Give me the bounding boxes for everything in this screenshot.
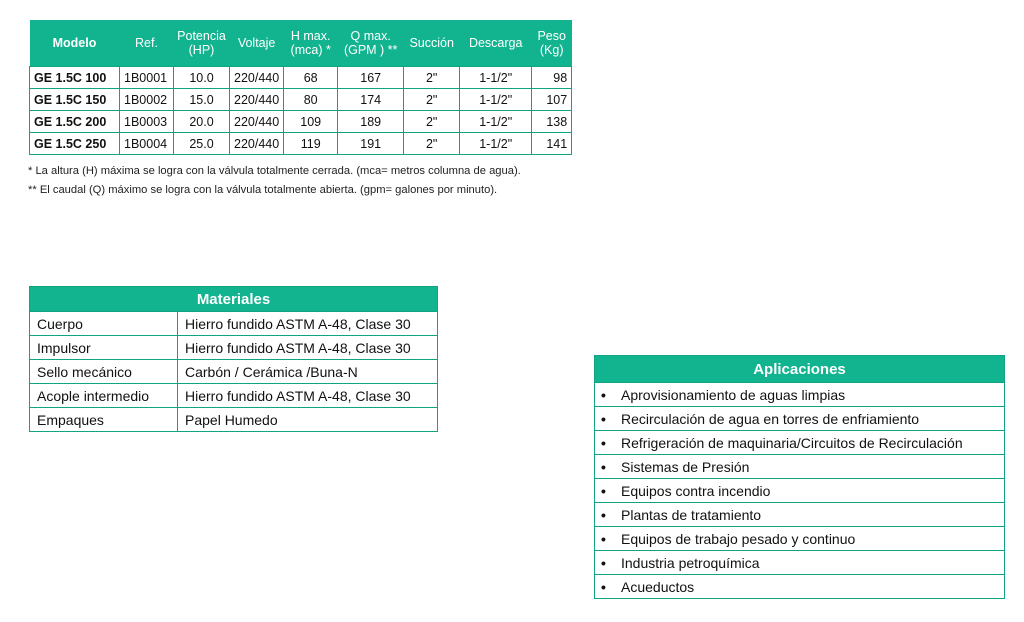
- col-header-peso: Peso (Kg): [532, 20, 572, 67]
- bullet-icon: •: [601, 410, 606, 427]
- cell-descarga: 1-1/2": [460, 111, 532, 133]
- application-label: Acueductos: [621, 578, 695, 595]
- material-value: Carbón / Cerámica /Buna-N: [178, 360, 438, 384]
- col-header-voltaje: Voltaje: [230, 20, 284, 67]
- application-item: [595, 575, 1005, 599]
- bullet-icon: •: [601, 458, 606, 475]
- cell-q-max: 167: [338, 67, 404, 89]
- application-item: [595, 479, 1005, 503]
- material-value: Papel Humedo: [178, 408, 438, 432]
- bullet-icon: •: [601, 434, 606, 451]
- material-part: Sello mecánico: [30, 360, 178, 384]
- cell-modelo: GE 1.5C 200: [30, 111, 120, 133]
- cell-peso: 138: [532, 111, 572, 133]
- materials-table: [29, 286, 438, 432]
- cell-descarga: 1-1/2": [460, 133, 532, 155]
- cell-descarga: 1-1/2": [460, 67, 532, 89]
- note-q-max: ** El caudal (Q) máximo se logra con la válvula totalmente abierta. (gpm= galones por minuto).: [28, 184, 498, 196]
- application-label: Plantas de tratamiento: [621, 506, 762, 523]
- application-item: [595, 503, 1005, 527]
- applications-row: [595, 407, 1005, 431]
- applications-row: [595, 455, 1005, 479]
- specs-row: [30, 67, 572, 89]
- cell-potencia: 25.0: [174, 133, 230, 155]
- applications-row: [595, 431, 1005, 455]
- material-part: Empaques: [30, 408, 178, 432]
- col-header-succion: Succión: [404, 20, 460, 67]
- cell-voltaje: 220/440: [230, 89, 284, 111]
- cell-succion: 2": [404, 67, 460, 89]
- materials-row: [30, 360, 438, 384]
- cell-peso: 141: [532, 133, 572, 155]
- col-header-potencia: Potencia (HP): [174, 20, 230, 67]
- cell-voltaje: 220/440: [230, 111, 284, 133]
- material-value: Hierro fundido ASTM A-48, Clase 30: [178, 384, 438, 408]
- cell-modelo: GE 1.5C 100: [30, 67, 120, 89]
- application-label: Recirculación de agua en torres de enfriamiento: [621, 410, 920, 427]
- cell-potencia: 20.0: [174, 111, 230, 133]
- application-item: [595, 407, 1005, 431]
- cell-voltaje: 220/440: [230, 67, 284, 89]
- material-value: Hierro fundido ASTM A-48, Clase 30: [178, 312, 438, 336]
- applications-row: [595, 479, 1005, 503]
- cell-h-max: 80: [284, 89, 338, 111]
- specs-row: [30, 89, 572, 111]
- cell-q-max: 174: [338, 89, 404, 111]
- applications-table: [594, 355, 1005, 599]
- cell-succion: 2": [404, 111, 460, 133]
- bullet-icon: •: [601, 554, 606, 571]
- materials-row: [30, 408, 438, 432]
- cell-q-max: 191: [338, 133, 404, 155]
- applications-row: [595, 383, 1005, 407]
- cell-h-max: 68: [284, 67, 338, 89]
- specs-row: [30, 133, 572, 155]
- materials-row: [30, 312, 438, 336]
- applications-row: [595, 503, 1005, 527]
- material-value: Hierro fundido ASTM A-48, Clase 30: [178, 336, 438, 360]
- cell-ref: 1B0003: [120, 111, 174, 133]
- application-label: Aprovisionamiento de aguas limpias: [621, 386, 846, 403]
- application-item: [595, 383, 1005, 407]
- materials-row: [30, 336, 438, 360]
- application-item: [595, 455, 1005, 479]
- application-item: [595, 551, 1005, 575]
- cell-ref: 1B0004: [120, 133, 174, 155]
- application-label: Refrigeración de maquinaria/Circuitos de Recirculación: [621, 434, 963, 451]
- cell-modelo: GE 1.5C 250: [30, 133, 120, 155]
- bullet-icon: •: [601, 530, 606, 547]
- applications-row: [595, 575, 1005, 599]
- cell-succion: 2": [404, 89, 460, 111]
- application-item: [595, 431, 1005, 455]
- cell-modelo: GE 1.5C 150: [30, 89, 120, 111]
- col-header-q-max: Q max. (GPM ) **: [338, 20, 404, 67]
- application-label: Sistemas de Presión: [621, 458, 750, 475]
- cell-q-max: 189: [338, 111, 404, 133]
- specs-table: [29, 20, 572, 155]
- cell-peso: 98: [532, 67, 572, 89]
- cell-h-max: 109: [284, 111, 338, 133]
- note-h-max: * La altura (H) máxima se logra con la válvula totalmente cerrada. (mca= metros columna de agua).: [28, 165, 521, 177]
- applications-row: [595, 527, 1005, 551]
- material-part: Cuerpo: [30, 312, 178, 336]
- bullet-icon: •: [601, 506, 606, 523]
- bullet-icon: •: [601, 386, 606, 403]
- cell-descarga: 1-1/2": [460, 89, 532, 111]
- bullet-icon: •: [601, 482, 606, 499]
- application-item: [595, 527, 1005, 551]
- material-part: Acople intermedio: [30, 384, 178, 408]
- bullet-icon: •: [601, 578, 606, 595]
- col-header-h-max: H max. (mca) *: [284, 20, 338, 67]
- materials-row: [30, 384, 438, 408]
- application-label: Industria petroquímica: [621, 554, 760, 571]
- cell-potencia: 15.0: [174, 89, 230, 111]
- material-part: Impulsor: [30, 336, 178, 360]
- col-header-ref: Ref.: [120, 20, 174, 67]
- cell-succion: 2": [404, 133, 460, 155]
- specs-row: [30, 111, 572, 133]
- applications-title: Aplicaciones: [595, 356, 1005, 383]
- col-header-descarga: Descarga: [460, 20, 532, 67]
- application-label: Equipos contra incendio: [621, 482, 771, 499]
- applications-row: [595, 551, 1005, 575]
- cell-ref: 1B0001: [120, 67, 174, 89]
- cell-ref: 1B0002: [120, 89, 174, 111]
- specs-header-row: [30, 20, 572, 67]
- cell-h-max: 119: [284, 133, 338, 155]
- cell-potencia: 10.0: [174, 67, 230, 89]
- application-label: Equipos de trabajo pesado y continuo: [621, 530, 856, 547]
- materials-title: Materiales: [30, 287, 438, 312]
- cell-voltaje: 220/440: [230, 133, 284, 155]
- cell-peso: 107: [532, 89, 572, 111]
- col-header-modelo: Modelo: [30, 20, 120, 67]
